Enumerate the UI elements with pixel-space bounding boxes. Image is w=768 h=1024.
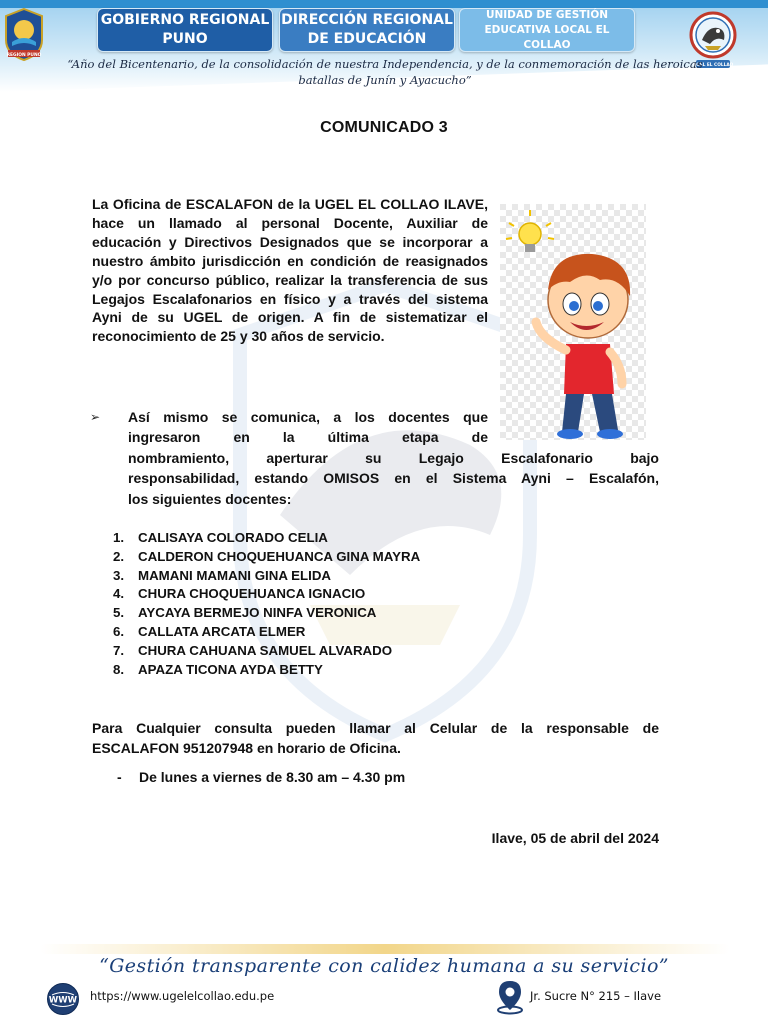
list-item-number: 1.: [113, 530, 125, 545]
website-link[interactable]: https://www.ugelelcollao.edu.pe: [90, 989, 275, 1003]
list-item-number: 2.: [113, 548, 125, 564]
contact-line2: ESCALAFON 951207948 en horario de Oficina.: [92, 740, 401, 756]
list-item-name: AYCAYA BERMEJO NINFA VERONICA: [138, 605, 377, 621]
list-item-name: APAZA TICONA AYDA BETTY: [138, 661, 323, 677]
contact-line1: Para Cualquier consulta pueden llamar al Celular de la responsable de: [92, 720, 659, 736]
list-item-name: CHURA CHOQUEHUANCA IGNACIO: [138, 586, 366, 602]
ugel-box: [459, 8, 635, 52]
notice-line2: responsabilidad, estando OMISOS en el Sistema Ayni – Escalafón,: [128, 470, 659, 487]
globe-www-icon: [46, 982, 80, 1016]
list-item: [113, 567, 420, 586]
document-date: Ilave, 05 de abril del 2024: [491, 830, 659, 846]
hours-text: De lunes a viernes de 8.30 am – 4.30 pm: [139, 769, 406, 785]
list-item-number: 6.: [113, 623, 125, 639]
list-item: [113, 623, 420, 642]
header-motto: “Año del Bicentenario, de la consolidación de nuestra Independencia, y de la conmemoración de las heroicas batallas de Junín y Ayacucho”: [67, 57, 703, 87]
page-title: COMUNICADO 3: [320, 119, 448, 136]
left-logo-text: REGION PUNO: [6, 52, 42, 58]
right-logo-text: UGEL EL COLLAO: [692, 63, 734, 68]
list-item-number: 4.: [113, 586, 125, 602]
list-item-number: 7.: [113, 642, 125, 658]
boy-with-lightbulb-illustration: [500, 204, 646, 440]
box1-line2: PUNO: [162, 31, 208, 47]
list-item: [113, 661, 420, 680]
footer-slogan: “Gestión transparente con calidez humana a su servicio”: [99, 955, 669, 977]
list-item: [113, 642, 420, 661]
notice-line1: nombramiento, aperturar su Legajo Escalafonario bajo: [128, 450, 659, 466]
list-item-number: 3.: [113, 567, 125, 583]
location-pin-icon: [494, 979, 526, 1015]
region-puno-logo: [2, 6, 46, 62]
hours-dash: -: [117, 769, 122, 785]
address-text: Jr. Sucre N° 215 – Ilave: [530, 989, 662, 1003]
www-icon-text: WWW: [48, 995, 78, 1006]
list-item-name: CALISAYA COLORADO CELIA: [138, 530, 328, 545]
list-item: [113, 529, 420, 548]
list-item-name: CALLATA ARCATA ELMER: [138, 623, 306, 639]
footer-divider: [40, 944, 730, 954]
list-item: [113, 548, 420, 567]
box3-line1: UNIDAD DE GESTIÓN: [485, 8, 609, 21]
list-item-number: 8.: [113, 661, 125, 677]
direccion-regional-box: [279, 8, 455, 52]
paragraph-announcement: La Oficina de ESCALAFON de la UGEL EL COLLAO ILAVE, hace un llamado al personal Docente, Auxiliar de educación y Directivos Designados que se incorporar a nuestro ámbito jurisdicción en condición de reasignados y/o por concurso público, realizar la transferencia de sus Legajos Escalafonarios en físico y a través del sistema Ayni de su UGEL de origen. A fin de sistematizar el reconocimiento de 25 y 30 años de servicio.: [92, 196, 488, 345]
notice-line3: los siguientes docentes:: [128, 490, 292, 507]
box2-line2: DE EDUCACIÓN: [307, 31, 427, 47]
list-item: [113, 585, 420, 604]
gobierno-regional-box: [97, 8, 273, 52]
contact-paragraph: [92, 718, 659, 758]
teacher-list: [113, 529, 420, 679]
box3-line2: EDUCATIVA LOCAL EL COLLAO: [484, 23, 610, 51]
paragraph-notice-part1: Así mismo se comunica, a los docentes que ingresaron en la última etapa de: [128, 409, 488, 446]
arrow-bullet-icon: ➢: [90, 410, 101, 424]
paragraph-notice-part2: [128, 448, 659, 509]
office-hours: [117, 769, 405, 785]
box1-line1: GOBIERNO REGIONAL: [100, 12, 270, 28]
box2-line1: DIRECCIÓN REGIONAL: [281, 12, 453, 28]
list-item-name: MAMANI MAMANI GINA ELIDA: [138, 567, 332, 583]
list-item-number: 5.: [113, 605, 125, 621]
list-item-name: CHURA CAHUANA SAMUEL ALVARADO: [138, 642, 393, 658]
list-item-name: CALDERON CHOQUEHUANCA GINA MAYRA: [138, 548, 421, 564]
list-item: [113, 604, 420, 623]
